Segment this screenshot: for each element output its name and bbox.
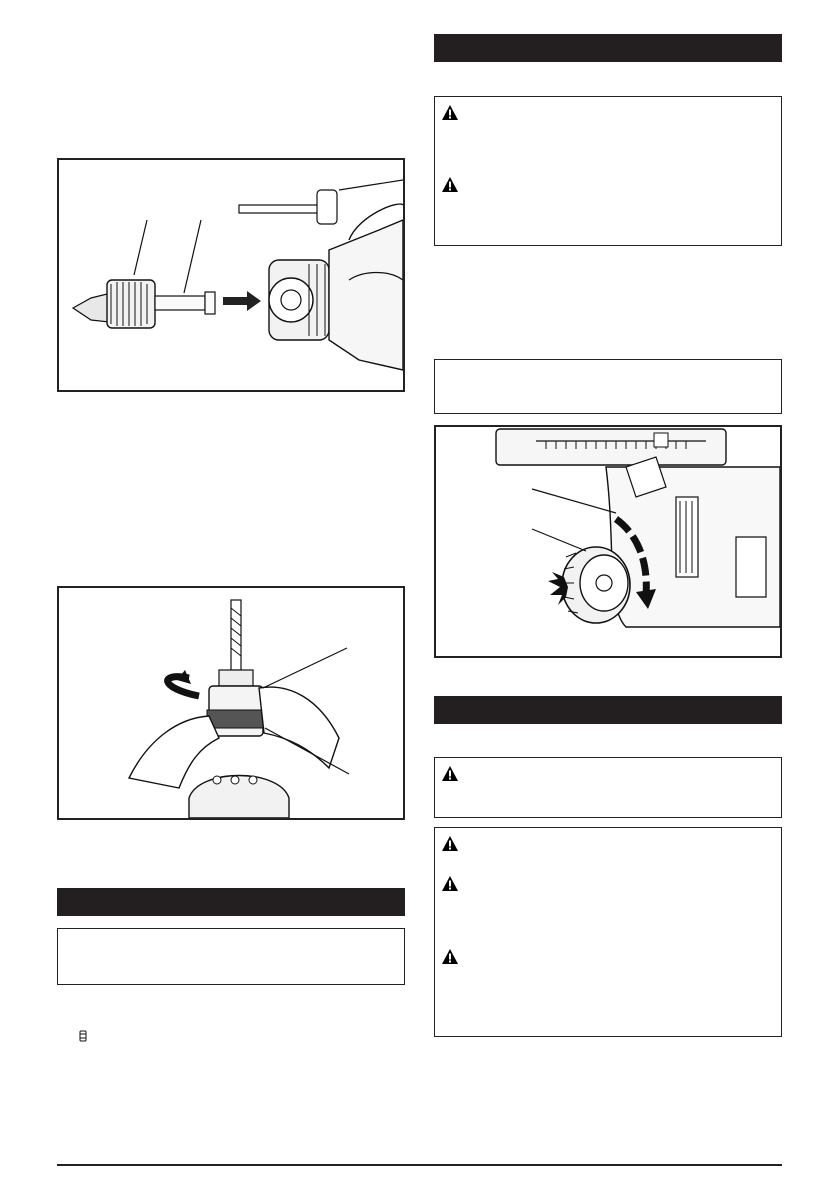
- note-box-left: [57, 928, 405, 985]
- warning-box-single: [434, 757, 782, 818]
- tighten-chuck-illustration: [59, 588, 403, 818]
- mode-symbol-icon: [79, 1030, 87, 1045]
- section-heading-bar-left: [57, 888, 405, 916]
- warning-box-lower: [434, 827, 782, 1037]
- clutch-dial-illustration: [436, 427, 780, 656]
- warning-triangle-icon: [442, 949, 458, 964]
- chuck-adapter-illustration: [59, 160, 403, 390]
- figure-chuck-adapter: [57, 158, 405, 392]
- figure-tighten-chuck: [57, 586, 405, 820]
- figure-clutch-dial: [434, 425, 782, 658]
- warning-triangle-icon: [442, 177, 458, 192]
- warning-triangle-icon: [442, 836, 458, 851]
- section-heading-bar-middle-right: [434, 696, 782, 724]
- warning-triangle-icon: [442, 105, 458, 120]
- section-heading-bar-top-right: [434, 34, 782, 62]
- note-box-right: [434, 359, 782, 414]
- footer-rule: [57, 1164, 782, 1166]
- warning-box-top: [434, 96, 782, 246]
- warning-triangle-icon: [442, 766, 458, 781]
- warning-triangle-icon: [442, 876, 458, 891]
